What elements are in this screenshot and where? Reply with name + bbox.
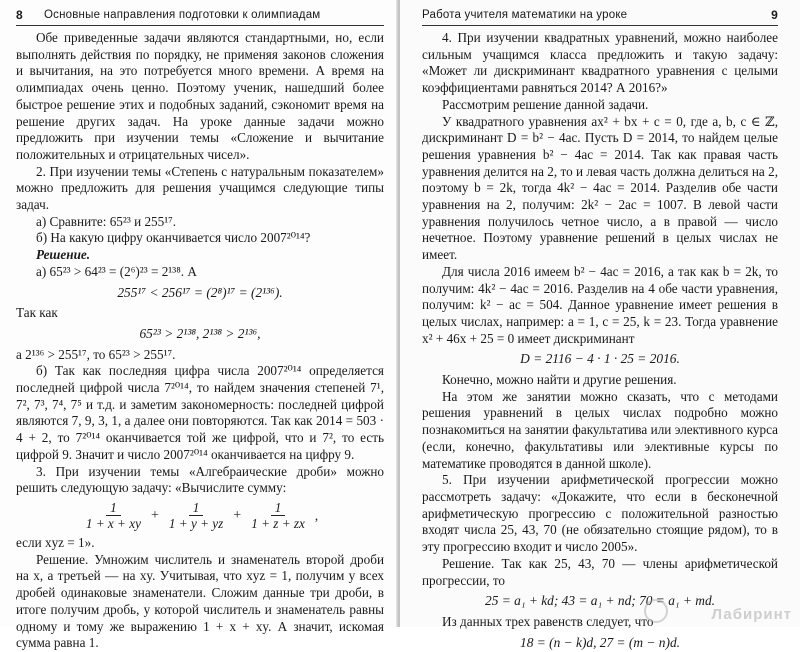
fraction-numerator: 1 xyxy=(106,501,121,516)
paragraph: б) Так как последняя цифра числа 2007²⁰¹⁴ определяется последней цифрой числа 7²⁰¹⁴, то найдем значения степеней 7¹, 7², 7³, 7⁴, 7⁵ и т.д. и заметим закономерность: последней цифрой являются 7, 9, 3, 1, а далее они повторяются. Так как 2014 = 503 · 4 + 2, то 7²⁰¹⁴ оканчивается той же цифрой, что и 7², то есть цифрой 9. Значит и число 2007²⁰¹⁴ оканчивается на цифру 9. xyxy=(16,363,384,462)
solution-label: Решение. xyxy=(36,247,91,263)
formula: 255¹⁷ < 256¹⁷ = (2⁸)¹⁷ = (2¹³⁶). xyxy=(117,284,283,300)
fraction-sum xyxy=(16,501,384,531)
paragraph: 3. При изучении темы «Алгебраические дроби» можно решить следующую задачу: «Вычислите сумму: xyxy=(16,463,384,496)
left-body-text xyxy=(16,30,384,651)
plus-sign: + xyxy=(233,507,242,523)
fraction-denominator: 1 + y + yz xyxy=(168,515,224,531)
paragraph: Так как xyxy=(16,305,58,321)
paragraph: 5. При изучении арифметической прогрессии можно рассмотреть задачу: «Докажите, что если в бесконечной арифметическую прогрессию с положительной разностью входят числа 25, 43, 70 (не обязательно стоящие рядом), то в эту прогрессию входит и число 2005». xyxy=(422,472,778,555)
paragraph: Решение. Умножим числитель и знаменатель второй дроби на x, а третьей — на xy. Учитывая, что xyz = 1, получим у всех дробей одинаковые знаменатели. Сложим данные три дроби, в итоге получим дробь, у которой числитель и знаменатель равны одному и тому же выражению 1 + x + xy. А значит, искомая сумма равна 1. xyxy=(16,551,384,651)
paragraph: а) Сравните: 65²³ и 255¹⁷. xyxy=(36,213,177,229)
paragraph: Для числа 2016 имеем b² − 4ac = 2016, а так как b = 2k, то получим: 4k² − 4ac = 2016. Разделив на 4 обе части уравнения, получим: k² − ac = 504. Данное уравнение имеет решения в целых числах, например: a = 1, c = 25, k = 23. Тогда уравнение x² + 46x + 25 = 0 имеет дискриминант xyxy=(422,263,778,346)
left-running-head-title: Основные направления подготовки к олимпиадам xyxy=(44,9,321,21)
comma: , xyxy=(314,507,319,523)
watermark-logo-icon xyxy=(644,599,668,623)
fraction-numerator: 1 xyxy=(271,501,286,516)
fraction xyxy=(82,501,145,531)
left-header-rule xyxy=(16,25,384,26)
fraction-numerator: 1 xyxy=(189,501,204,516)
right-page-number: 9 xyxy=(771,8,778,22)
paragraph: Из данных трех равенств следует, что xyxy=(442,613,654,629)
paragraph: а 2¹³⁶ > 255¹⁷, то 65²³ > 255¹⁷. xyxy=(16,346,176,362)
left-page xyxy=(0,0,398,651)
paragraph: У квадратного уравнения ax² + bx + c = 0, где a, b, c ∈ ℤ, дискриминант D = b² − 4ac. Пусть D = 2014, то найдем целые решения уравнения b² − 4ac = 2014. Так как правая часть уравнения делится на 2, то и левая часть должна делиться на 2, поэтому b = 2k, тогда 4k² − 4ac = 2014. Разделив обе части уравнения на 2, получим: 2k² − 2ac = 1007. В левой части уравнения получилось четное число, а в правой — число нечетное. Поэтому уравнение решений в целых числах не имеет. xyxy=(422,113,778,263)
left-page-number: 8 xyxy=(16,8,23,22)
paragraph: Решение. Так как 25, 43, 70 — члены арифметической прогрессии, то xyxy=(422,555,778,588)
paragraph: если xyz = 1». xyxy=(16,534,95,550)
right-running-head xyxy=(422,4,778,26)
formula: D = 2116 − 4 · 1 · 25 = 2016. xyxy=(520,351,680,367)
fraction-denominator: 1 + z + zx xyxy=(251,515,305,531)
paragraph: б) На какую цифру оканчивается число 2007²⁰¹⁴? xyxy=(36,230,311,246)
paragraph: 2. При изучении темы «Степень с натуральным показателем» можно предложить для решения учащимся следующие типы задач. xyxy=(16,163,384,213)
formula: 25 = a₁ + kd; 43 = a₁ + nd; 70 = a₁ + md. xyxy=(485,593,715,609)
plus-sign: + xyxy=(150,507,159,523)
right-header-rule xyxy=(422,25,778,26)
paragraph: 4. При изучении квадратных уравнений, можно наиболее сильным учащимся класса предложить и такую задачу: «Может ли дискриминант квадратного уравнения с целыми коэффициентами равняться 2014? А 2016?» xyxy=(422,30,778,96)
formula: 65²³ > 2¹³⁸, 2¹³⁸ > 2¹³⁶, xyxy=(139,325,261,341)
fraction-denominator: 1 + x + xy xyxy=(85,515,141,531)
right-running-head-title: Работа учителя математики на уроке xyxy=(422,9,628,21)
left-running-head xyxy=(16,4,384,26)
right-body-text xyxy=(422,30,778,650)
right-page xyxy=(400,0,800,650)
paragraph: а) 65²³ > 64²³ = (2⁶)²³ = 2¹³⁸. А xyxy=(36,263,197,279)
paragraph: Конечно, можно найти и другие решения. xyxy=(442,372,677,388)
fraction xyxy=(247,501,309,531)
paragraph: Обе приведенные задачи являются стандартными, но, если выполнять действия по порядку, не применяя законов сложения и вычитания, на это потребуется много времени. А время на олимпиадах очень ценно. Поэтому ученик, нашедший более быстрое решение этих и подобных заданий, сэкономит время на решение других задач. На уроке данные задачи можно предложить при изучении темы «Сложение и вычитание положительных и отрицательных чисел». xyxy=(16,30,384,162)
watermark: Лабиринт xyxy=(711,606,792,623)
paragraph: Рассмотрим решение данной задачи. xyxy=(442,96,649,112)
formula: 18 = (n − k)d, 27 = (m − n)d. xyxy=(520,634,680,650)
fraction xyxy=(165,501,227,531)
paragraph: На этом же занятии можно сказать, что с методами решения уравнений в целых числах подробно можно познакомиться на занятии факультатива или элективного курса (если, конечно, факультативы или элективные курсы по математике проводятся в данной школе). xyxy=(422,388,778,471)
